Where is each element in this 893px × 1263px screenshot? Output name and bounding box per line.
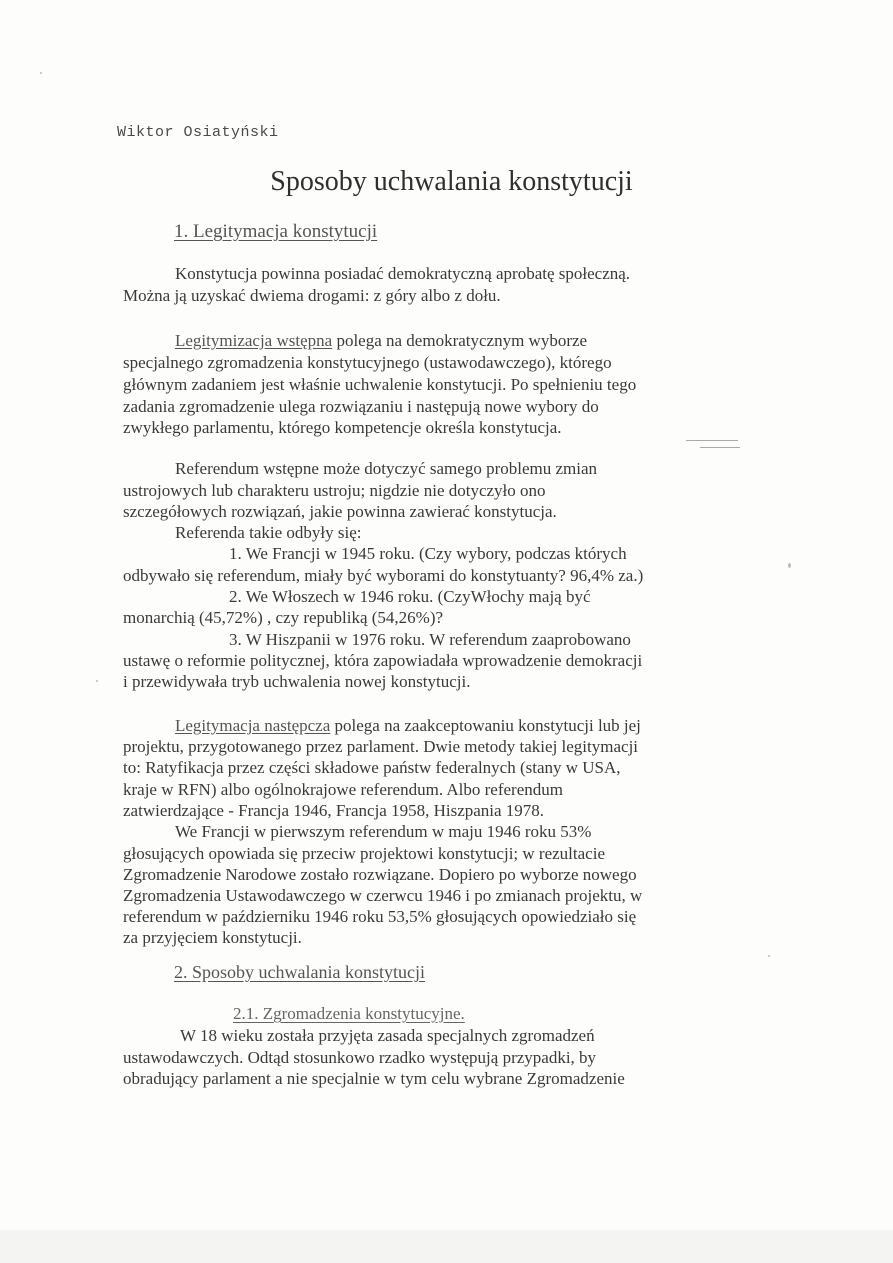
p3-line-7: głosujących opowiada się przeciw projektowi konstytucji; w rezultacie (123, 844, 605, 863)
p3-line-6: We Francji w pierwszym referendum w maju 1946 roku 53% (175, 822, 592, 841)
p3-line-1 (175, 715, 641, 736)
p3-line-4: kraje w RFN) albo ogólnokrajowe referendum. Albo referendum (123, 780, 563, 799)
list-item-3-cont-2: i przewidywała tryb uchwalenia nowej konstytucji. (123, 672, 471, 691)
p1-line-2: specjalnego zgromadzenia konstytucyjnego (ustawodawczego), którego (123, 353, 612, 372)
scan-speck (768, 955, 770, 957)
p2-line-2: ustrojowych lub charakteru ustroju; nigdzie nie dotyczyło ono (123, 481, 546, 500)
list-item-2-cont: monarchią (45,72%) , czy republiką (54,26%)? (123, 608, 444, 627)
p1-line-5: zwykłego parlamentu, którego kompetencje określa konstytucja. (123, 418, 562, 437)
p3-line-10: referendum w październiku 1946 roku 53,5% głosujących opowiedziało się (123, 907, 637, 926)
author-name: Wiktor Osiatyński (117, 124, 279, 141)
section-1-heading: 1. Legitymacja konstytucji (174, 221, 378, 242)
scan-bottom-edge (0, 1230, 893, 1263)
list-item-3-cont: ustawę o reformie politycznej, która zapowiadała wprowadzenie demokracji (123, 651, 643, 670)
list-item-1-cont: odbywało się referendum, miały być wyborami do konstytuanty? 96,4% za.) (123, 566, 644, 585)
scan-speck (788, 563, 791, 568)
scan-speck (40, 72, 42, 74)
p1-line-1-text: polega na demokratycznym wyborze (332, 331, 588, 350)
section-2-1-heading: 2.1. Zgromadzenia konstytucyjne. (233, 1004, 465, 1023)
p3-term: Legitymacja następcza (175, 716, 331, 735)
p4-line-2: ustawodawczych. Odtąd stosunkowo rzadko występują przypadki, by (123, 1048, 597, 1067)
p4-line-1: W 18 wieku została przyjęta zasada specjalnych zgromadzeń (180, 1026, 595, 1045)
list-item-1: 1. We Francji w 1945 roku. (Czy wybory, podczas których (229, 544, 627, 563)
p2-line-4: Referenda takie odbyły się: (175, 523, 362, 542)
list-item-2: 2. We Włoszech w 1946 roku. (CzyWłochy mają być (229, 587, 591, 606)
p2-line-3: szczegółowych rozwiązań, jakie powinna zawierać konstytucja. (123, 502, 557, 521)
p2-line-1: Referendum wstępne może dotyczyć samego problemu zmian (175, 459, 598, 478)
p1-line-4: zadania zgromadzenie ulega rozwiązaniu i następują nowe wybory do (123, 397, 599, 416)
p3-line-3: to: Ratyfikacja przez części składowe państw federalnych (stany w USA, (123, 758, 621, 777)
p1-line-1 (175, 330, 587, 351)
p1-line-3: głównym zadaniem jest właśnie uchwalenie konstytucji. Po spełnieniu tego (123, 375, 637, 394)
p3-line-11: za przyjęciem konstytucji. (123, 928, 302, 947)
scan-mark (686, 440, 738, 441)
intro-line-1: Konstytucja powinna posiadać demokratyczną aprobatę społeczną. (175, 264, 631, 283)
p3-line-1-text: polega na zaakceptowaniu konstytucji lub jej (330, 716, 641, 735)
document-title: Sposoby uchwalania konstytucji (270, 166, 633, 197)
scan-speck (96, 680, 98, 682)
p4-line-3: obradujący parlament a nie specjalnie w tym celu wybrane Zgromadzenie (123, 1069, 625, 1088)
scan-mark (700, 447, 740, 448)
list-item-3: 3. W Hiszpanii w 1976 roku. W referendum zaaprobowano (229, 630, 631, 649)
p3-line-5: zatwierdzające - Francja 1946, Francja 1958, Hiszpania 1978. (123, 801, 545, 820)
p3-line-8: Zgromadzenie Narodowe zostało rozwiązane. Dopiero po wyborze nowego (123, 865, 637, 884)
section-2-heading: 2. Sposoby uchwalania konstytucji (174, 962, 425, 982)
p3-line-9: Zgromadzenia Ustawodawczego w czerwcu 1946 i po zmianach projektu, w (123, 886, 643, 905)
p1-term: Legitymizacja wstępna (175, 331, 333, 350)
intro-line-2: Można ją uzyskać dwiema drogami: z góry albo z dołu. (123, 286, 501, 305)
p3-line-2: projektu, przygotowanego przez parlament. Dwie metody takiej legitymacji (123, 737, 639, 756)
